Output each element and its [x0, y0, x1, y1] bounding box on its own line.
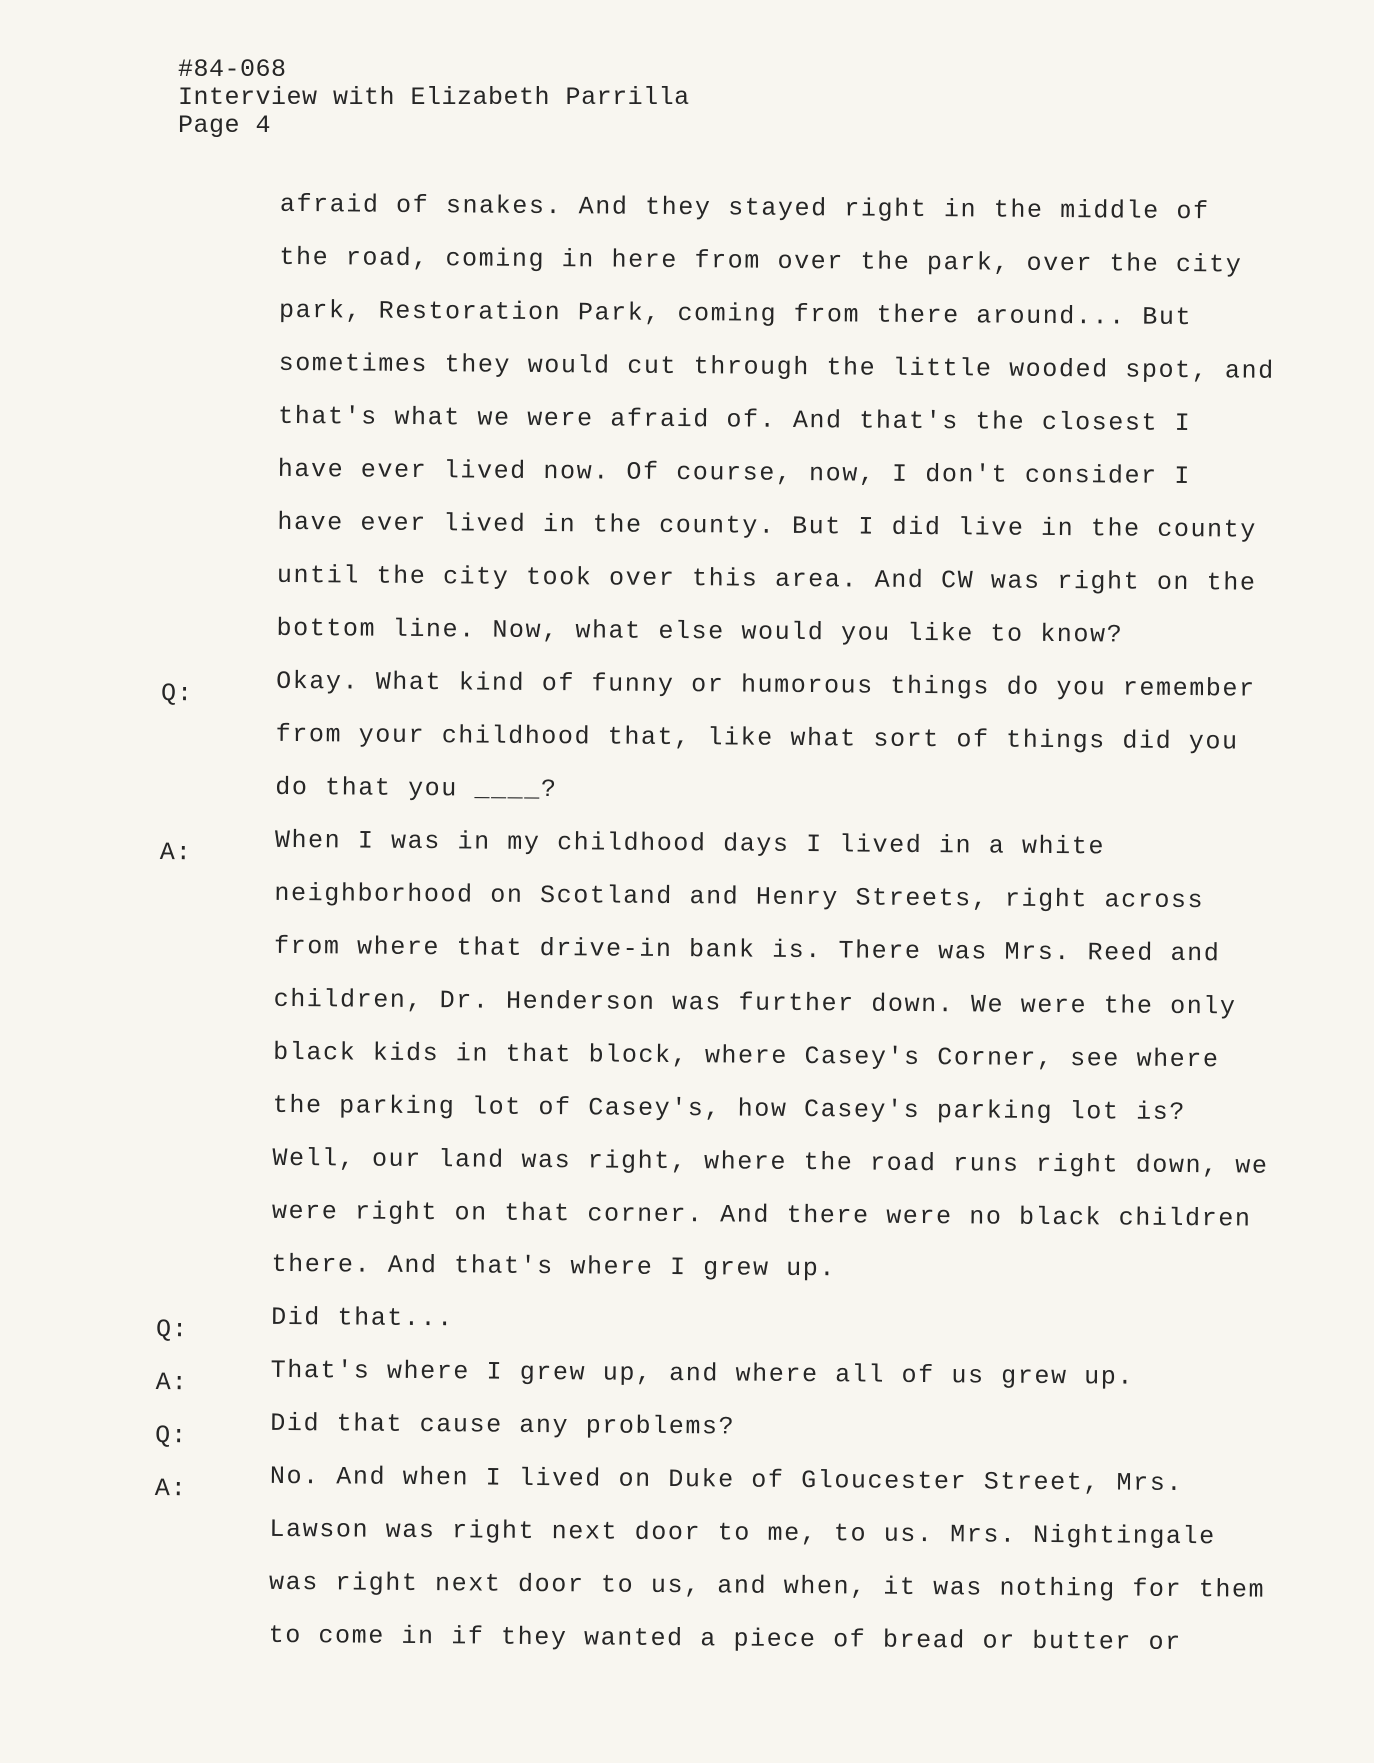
document-id: #84-068 [178, 55, 287, 84]
transcript-line: When I was in my childhood days I lived in a white [274, 825, 1106, 862]
transcript-line: the road, coming in here from over the park, over the city [279, 242, 1243, 280]
transcript-line: have ever lived now. Of course, now, I don't consider I [277, 454, 1192, 492]
transcript-block [156, 1303, 1236, 1364]
transcript-line: park, Restoration Park, coming from there around... But [278, 295, 1193, 333]
transcript-lines [268, 1463, 1266, 1683]
transcript-line: Lawson was right next door to me, to us. Mrs. Nightingale [269, 1514, 1216, 1552]
transcript-line: that's what we were afraid of. And that's the closest I [278, 401, 1192, 439]
transcript-line: afraid of snakes. And they stayed right in the middle of [279, 189, 1210, 227]
transcript-line: No. And when I lived on Duke of Gloucester Street, Mrs. [269, 1461, 1184, 1499]
transcript-line: That's where I grew up, and where all of us grew up. [270, 1355, 1135, 1392]
transcript-line: Did that cause any problems? [270, 1408, 736, 1442]
transcript-block [155, 1409, 1235, 1470]
transcript-line: Well, our land was right, where the road runs right down, we [272, 1143, 1269, 1181]
transcript-block [161, 189, 1275, 675]
transcript-line: to come in if they wanted a piece of bread or butter or [268, 1620, 1182, 1658]
document-header [178, 56, 690, 140]
transcript-line: from your childhood that, like what sort of things did you [275, 719, 1239, 757]
speaker-label: Q: [155, 1420, 188, 1451]
transcript-line: was right next door to us, and when, it was nothing for them [268, 1567, 1266, 1605]
transcript-line: the parking lot of Casey's, how Casey's parking lot is? [272, 1090, 1187, 1128]
transcript-line: neighborhood on Scotland and Henry Streets, right across [274, 878, 1205, 916]
transcript-block [153, 1461, 1266, 1682]
transcript-line: bottom line. Now, what else would you like to know? [276, 613, 1124, 650]
speaker-label: Q: [155, 1314, 189, 1345]
speaker-label: A: [154, 1473, 187, 1504]
interview-title: Interview with Elizabeth Parrilla [178, 83, 690, 112]
transcript-line: children, Dr. Henderson was further down. We were the only [273, 984, 1237, 1022]
speaker-label: A: [159, 837, 192, 868]
transcript-body [153, 189, 1275, 1682]
speaker-label [165, 190, 280, 191]
transcript-block [155, 1356, 1235, 1417]
transcript-line: there. And that's where I grew up. [271, 1249, 837, 1284]
speaker-label: Q: [160, 678, 194, 709]
transcript-line: do that you ____? [275, 772, 558, 805]
page-number: Page 4 [178, 111, 272, 140]
transcript-lines [270, 1410, 1235, 1471]
transcript-line: were right on that corner. And there were no black children [271, 1196, 1252, 1234]
transcript-lines [276, 191, 1276, 676]
transcript-block [160, 666, 1256, 834]
transcript-lines [271, 827, 1271, 1312]
transcript-line: until the city took over this area. And CW was right on the [276, 560, 1257, 598]
transcript-lines [275, 668, 1256, 835]
transcript-line: have ever lived in the county. But I did live in the county [277, 507, 1258, 545]
transcript-block [156, 825, 1269, 1311]
transcript-line: black kids in that block, where Casey's Corner, see where [273, 1037, 1220, 1075]
transcript-line: Did that... [271, 1302, 454, 1334]
speaker-label: A: [155, 1367, 188, 1398]
transcript-line: from where that drive-in bank is. There was Mrs. Reed and [273, 931, 1221, 969]
transcript-lines [270, 1357, 1235, 1418]
transcript-line: Okay. What kind of funny or humorous things do you remember [276, 666, 1256, 704]
transcript-lines [271, 1304, 1236, 1365]
transcript-line: sometimes they would cut through the little wooded spot, and [278, 348, 1275, 386]
